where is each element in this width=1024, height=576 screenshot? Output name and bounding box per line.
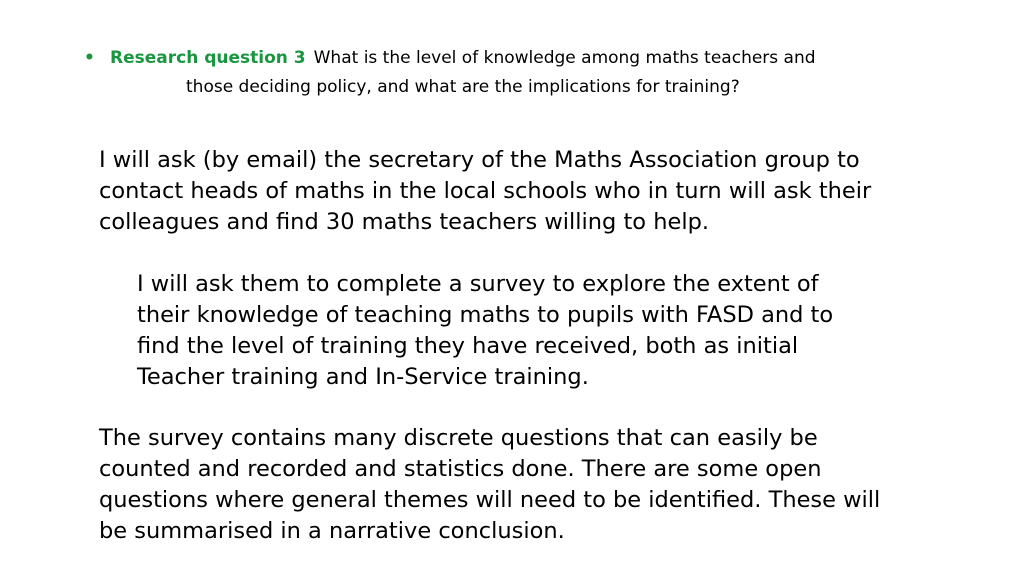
paragraph-line: I will ask them to complete a survey to explore the extent of — [137, 271, 819, 297]
bullet-icon: • — [84, 48, 95, 68]
paragraph-line: colleagues and find 30 maths teachers willing to help. — [99, 209, 710, 235]
paragraph-line: I will ask (by email) the secretary of the Maths Association group to — [99, 147, 860, 173]
paragraph-email-secretary — [99, 145, 959, 238]
paragraph-line: questions where general themes will need to be identified. These will — [99, 487, 881, 513]
paragraph-line: find the level of training they have received, both as initial — [137, 333, 799, 359]
paragraph-line: their knowledge of teaching maths to pupils with FASD and to — [137, 302, 834, 328]
paragraph-line: counted and recorded and statistics done. There are some open — [99, 456, 822, 482]
heading-question-text-2: those deciding policy, and what are the implications for training? — [186, 77, 740, 97]
paragraph-line: Teacher training and In-Service training. — [137, 364, 589, 390]
paragraph-line: The survey contains many discrete questions that can easily be — [99, 425, 818, 451]
paragraph-line: contact heads of maths in the local schools who in turn will ask their — [99, 178, 872, 204]
heading-line-1 — [84, 44, 924, 73]
paragraph-survey-analysis — [99, 423, 959, 547]
paragraph-survey-teachers — [137, 269, 937, 393]
research-question-label: Research question 3 — [110, 48, 306, 68]
paragraph-line: be summarised in a narrative conclusion. — [99, 518, 565, 544]
heading-line-2 — [84, 73, 924, 102]
heading-question-text-1: What is the level of knowledge among maths teachers and — [313, 48, 816, 68]
research-question-heading — [84, 44, 924, 102]
